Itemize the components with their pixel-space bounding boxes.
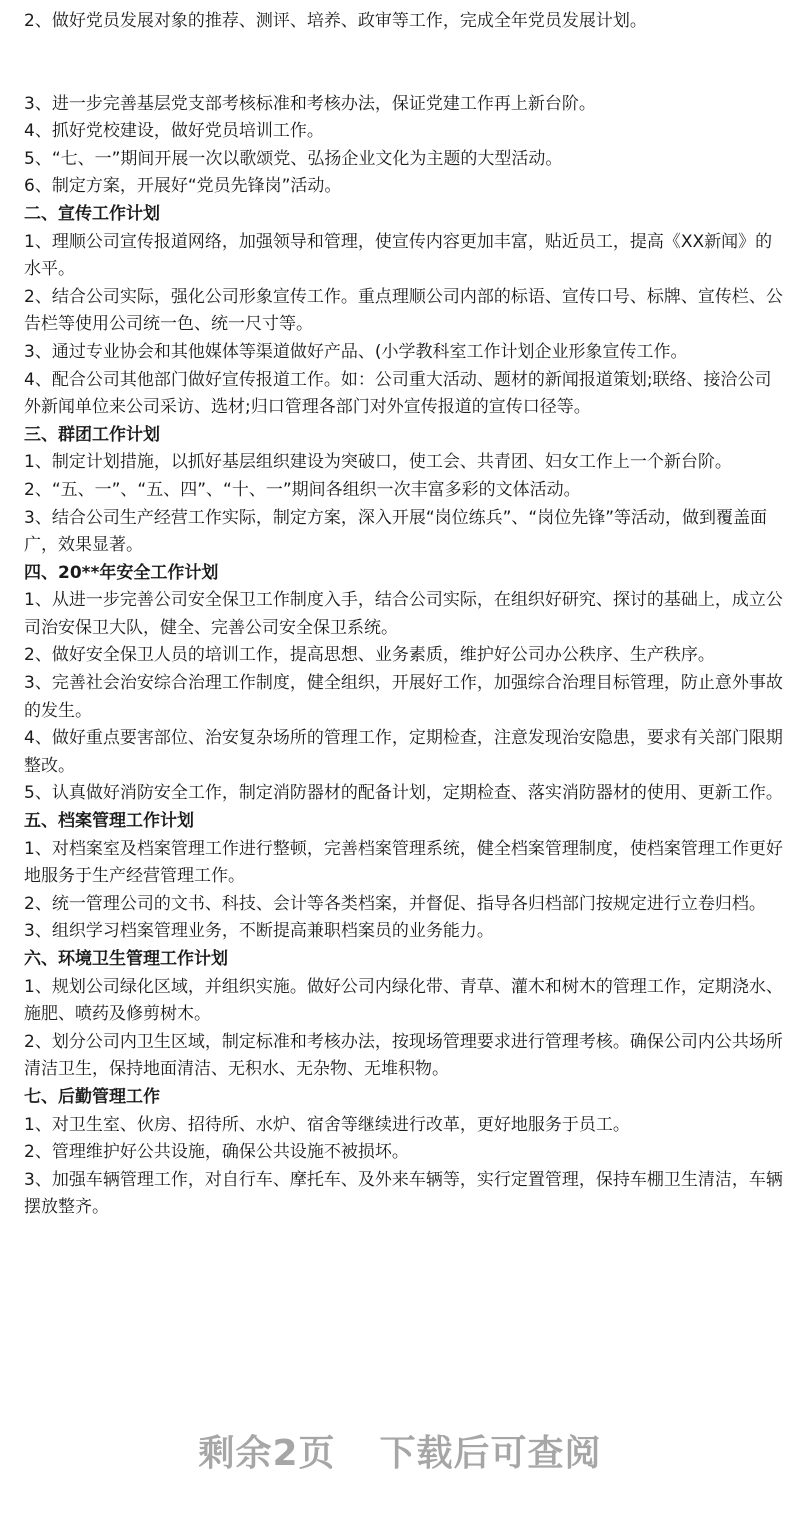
section bbox=[24, 422, 784, 560]
paragraph: 3、完善社会治安综合治理工作制度，健全组织，开展好工作，加强综合治理目标管理，防止意外事故的发生。 bbox=[24, 673, 783, 721]
paragraph: 2、“五、一”、“五、四”、“十、一”期间各组织一次丰富多彩的文体活动。 bbox=[24, 479, 581, 500]
paragraph: 3、通过专业协会和其他媒体等渠道做好产品、(小学教科室工作计划企业形象宣传工作。 bbox=[24, 341, 688, 362]
download-prompt[interactable] bbox=[0, 1425, 800, 1476]
section-heading: 七、后勤管理工作 bbox=[24, 1086, 160, 1107]
section-heading: 三、群团工作计划 bbox=[24, 424, 160, 445]
section-heading: 二、宣传工作计划 bbox=[24, 203, 160, 224]
paragraph: 1、制定计划措施，以抓好基层组织建设为突破口，使工会、共青团、妇女工作上一个新台阶。 bbox=[24, 452, 732, 473]
paragraph: 3、结合公司生产经营工作实际，制定方案，深入开展“岗位练兵”、“岗位先锋”等活动，做到覆盖面广，效果显著。 bbox=[24, 507, 768, 556]
paragraph: 1、理顺公司宣传报道网络，加强领导和管理，使宣传内容更加丰富，贴近员工，提高《XX新闻》的水平。 bbox=[24, 231, 773, 280]
paragraph: 3、进一步完善基层党支部考核标准和考核办法，保证党建工作再上新台阶。 bbox=[24, 93, 596, 114]
download-label: 下载后可查阅 bbox=[379, 1433, 602, 1474]
paragraph: 2、做好安全保卫人员的培训工作，提高思想、业务素质，维护好公司办公秩序、生产秩序。 bbox=[24, 645, 715, 666]
section-heading: 五、档案管理工作计划 bbox=[24, 811, 194, 832]
section bbox=[24, 560, 784, 808]
paragraph: 1、从进一步完善公司安全保卫工作制度入手，结合公司实际，在组织好研究、探讨的基础上，成立公司治安保卫大队，健全、完善公司安全保卫系统。 bbox=[24, 590, 783, 638]
paragraph: 2、结合公司实际，强化公司形象宣传工作。重点理顺公司内部的标语、宣传口号、标牌、宣传栏、公告栏等使用公司统一色、统一尺寸等。 bbox=[24, 286, 783, 335]
section bbox=[24, 946, 784, 1084]
paragraph: 5、认真做好消防安全工作，制定消防器材的配备计划，定期检查、落实消防器材的使用、更新工作。 bbox=[24, 783, 783, 804]
paragraph: 6、制定方案，开展好“党员先锋岗”活动。 bbox=[24, 176, 342, 197]
spacer bbox=[24, 36, 784, 91]
party-items bbox=[24, 91, 784, 201]
paragraph: 2、划分公司内卫生区域，制定标准和考核办法，按现场管理要求进行管理考核。确保公司内公共场所清洁卫生，保持地面清洁、无积水、无杂物、无堆积物。 bbox=[24, 1031, 783, 1080]
paragraph: 4、抓好党校建设，做好党员培训工作。 bbox=[24, 121, 324, 142]
section bbox=[24, 808, 784, 946]
sections bbox=[24, 201, 784, 1222]
paragraph: 5、“七、一”期间开展一次以歌颂党、弘扬企业文化为主题的大型活动。 bbox=[24, 148, 563, 169]
paragraph: 1、对卫生室、伙房、招待所、水炉、宿舍等继续进行改革，更好地服务于员工。 bbox=[24, 1114, 630, 1135]
paragraph: 2、管理维护好公共设施，确保公共设施不被损坏。 bbox=[24, 1142, 409, 1163]
paragraph: 3、组织学习档案管理业务，不断提高兼职档案员的业务能力。 bbox=[24, 921, 494, 942]
paragraph: 1、规划公司绿化区域，并组织实施。做好公司内绿化带、青草、灌木和树木的管理工作，定期浇水、施肥、喷药及修剪树木。 bbox=[24, 976, 783, 1025]
paragraph: 1、对档案室及档案管理工作进行整顿，完善档案管理系统，健全档案管理制度，使档案管理工作更好地服务于生产经营管理工作。 bbox=[24, 838, 783, 887]
section-heading: 六、环境卫生管理工作计划 bbox=[24, 949, 228, 969]
paragraph: 2、统一管理公司的文书、科技、会计等各类档案，并督促、指导各归档部门按规定进行立卷归档。 bbox=[24, 893, 766, 914]
section-heading: 四、20**年安全工作计划 bbox=[24, 562, 219, 583]
section bbox=[24, 201, 784, 422]
paragraph: 3、加强车辆管理工作，对自行车、摩托车、及外来车辆等，实行定置管理，保持车棚卫生清洁，车辆摆放整齐。 bbox=[24, 1169, 783, 1218]
paragraph: 4、做好重点要害部位、治安复杂场所的管理工作，定期检查，注意发现治安隐患，要求有关部门限期整改。 bbox=[24, 728, 783, 776]
paragraph: 4、配合公司其他部门做好宣传报道工作。如：公司重大活动、题材的新闻报道策划;联络、接洽公司外新闻单位来公司采访、选材;归口管理各部门对外宣传报道的宣传口径等。 bbox=[24, 369, 772, 418]
remaining-pages-label: 剩余2页 bbox=[198, 1433, 336, 1474]
section bbox=[24, 1084, 784, 1222]
document-body bbox=[24, 8, 784, 1222]
paragraph: 2、做好党员发展对象的推荐、测评、培养、政审等工作，完成全年党员发展计划。 bbox=[24, 11, 647, 31]
